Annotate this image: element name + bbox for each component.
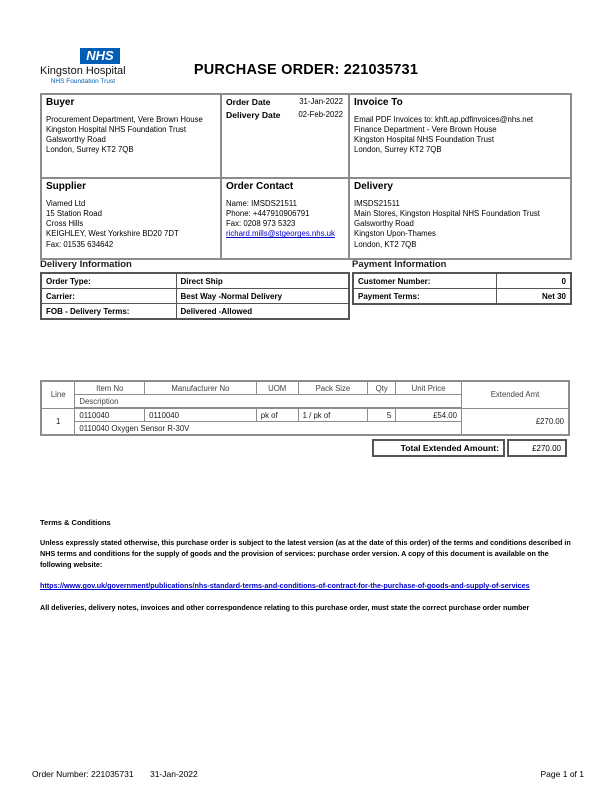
order-contact-label: Order Contact <box>226 181 294 192</box>
col-header-description: Description <box>75 395 462 409</box>
invoice-to-cell <box>350 95 570 179</box>
terms-paragraph-1: Unless expressly stated otherwise, this purchase order is subject to the latest version (as at the date of this order) of the terms and conditions described in NHS terms and conditions for the supply of goods and the provision of services: purchase order version. A copy of this document is available on the following website: <box>40 538 571 569</box>
invoice-to-address <box>354 115 565 156</box>
delivery-date-label: Delivery Date <box>226 110 281 120</box>
address-line: Cross Hills <box>46 219 84 229</box>
address-line: Kingston Upon-Thames <box>354 229 436 239</box>
fob-terms-label: FOB - Delivery Terms: <box>41 304 176 320</box>
address-line: IMSDS21511 <box>354 199 400 208</box>
item-description: 0110040 Oxygen Sensor R-30V <box>75 422 462 436</box>
customer-number-value: 0 <box>496 273 571 289</box>
table-row <box>41 273 349 289</box>
delivery-information-table <box>40 272 350 320</box>
payment-terms-value: Net 30 <box>496 289 571 305</box>
order-type-value: Direct Ship <box>176 273 349 289</box>
supplier-cell <box>42 179 222 258</box>
footer-order-info <box>32 769 212 779</box>
col-header-unit-price: Unit Price <box>396 381 462 395</box>
order-type-label: Order Type: <box>41 273 176 289</box>
line-items-table <box>40 380 570 436</box>
address-line: London, KT2 7QB <box>354 239 417 249</box>
item-extended-amt: £270.00 <box>461 408 569 435</box>
terms-paragraph-2: All deliveries, delivery notes, invoices and other correspondence relating to this purchase order, must state the correct purchase order number <box>40 603 530 613</box>
address-line: Fax: 01535 634642 <box>46 239 114 249</box>
footer-page-number: Page 1 of 1 <box>540 769 584 779</box>
contact-name: Name: IMSDS21511 <box>226 199 297 208</box>
delivery-address <box>354 199 565 250</box>
address-line: London, Surrey KT2 7QB <box>354 145 442 155</box>
payment-information-table <box>352 272 572 305</box>
item-qty: 5 <box>368 408 396 422</box>
total-extended-amount-label: Total Extended Amount: <box>372 439 505 457</box>
buyer-cell <box>42 95 222 179</box>
payment-information-title: Payment Information <box>352 259 447 270</box>
payment-information-section <box>352 259 572 305</box>
item-manufacturer-no: 0110040 <box>145 408 257 422</box>
payment-terms-label: Payment Terms: <box>353 289 496 305</box>
table-row <box>41 408 569 422</box>
total-extended-amount-row <box>372 439 567 457</box>
nhs-logo-icon: NHS <box>80 48 120 64</box>
address-line: London, Surrey KT2 7QB <box>46 145 134 155</box>
item-uom: pk of <box>256 408 298 422</box>
col-header-manufacturer-no: Manufacturer No <box>145 381 257 395</box>
terms-title: Terms & Conditions <box>40 518 111 527</box>
address-line: Finance Department - Vere Brown House <box>354 125 497 135</box>
terms-website-link[interactable]: https://www.gov.uk/government/publications/nhs-standard-terms-and-conditions-of-contract-for-the-purchase-of-goods-and-supply-of-services <box>40 581 530 591</box>
address-line: Kingston Hospital NHS Foundation Trust <box>354 135 494 145</box>
buyer-label: Buyer <box>46 97 75 108</box>
address-line: Email PDF Invoices to: khft.ap.pdfinvoices@nhs.net <box>354 115 534 124</box>
line-items-header-row <box>41 381 569 395</box>
page-footer <box>32 769 584 779</box>
item-unit-price: £54.00 <box>396 408 462 422</box>
address-line: Galsworthy Road <box>46 135 106 145</box>
terms-and-conditions-section <box>40 518 572 614</box>
col-header-qty: Qty <box>368 381 396 395</box>
address-line: Main Stores, Kingston Hospital NHS Foundation Trust <box>354 209 540 219</box>
contact-email-link[interactable]: richard.mills@stgeorges.nhs.uk <box>226 229 335 239</box>
supplier-label: Supplier <box>46 181 87 192</box>
fob-terms-value: Delivered -Allowed <box>176 304 349 320</box>
contact-phone: Phone: +447910906791 <box>226 209 310 219</box>
buyer-address <box>46 115 215 156</box>
dates-cell <box>222 95 350 179</box>
item-pack-size: 1 / pk of <box>298 408 368 422</box>
table-row <box>353 289 571 305</box>
col-header-uom: UOM <box>256 381 298 395</box>
total-extended-amount-value: £270.00 <box>507 439 567 457</box>
col-header-line: Line <box>41 381 75 408</box>
col-header-pack-size: Pack Size <box>298 381 368 395</box>
item-no: 0110040 <box>75 408 145 422</box>
table-row <box>41 289 349 304</box>
address-line: Kingston Hospital NHS Foundation Trust <box>46 125 186 135</box>
delivery-information-section <box>40 259 350 320</box>
page-title: PURCHASE ORDER: 221035731 <box>193 62 419 78</box>
order-contact-cell <box>222 179 350 258</box>
logo-trust-name: NHS Foundation Trust <box>50 78 115 85</box>
address-line: 15 Station Road <box>46 209 102 219</box>
order-date-value: 31-Jan-2022 <box>299 97 343 106</box>
delivery-cell <box>350 179 570 258</box>
address-line: Galsworthy Road <box>354 219 414 229</box>
delivery-label: Delivery <box>354 181 393 192</box>
carrier-label: Carrier: <box>41 289 176 304</box>
footer-order-date: 31-Jan-2022 <box>149 769 198 779</box>
address-line: Procurement Department, Vere Brown House <box>46 115 203 124</box>
order-date-label: Order Date <box>226 97 271 107</box>
delivery-date-row <box>226 110 343 120</box>
supplier-address <box>46 199 215 250</box>
contact-fax: Fax: 0208 973 5323 <box>226 219 296 229</box>
delivery-information-title: Delivery Information <box>40 259 132 270</box>
carrier-value: Best Way -Normal Delivery <box>176 289 349 304</box>
order-info-table <box>40 93 572 260</box>
invoice-to-label: Invoice To <box>354 97 403 108</box>
table-row <box>41 304 349 320</box>
item-line-number: 1 <box>41 408 75 435</box>
footer-order-number: Order Number: 221035731 <box>32 769 134 779</box>
address-line: Viamed Ltd <box>46 199 86 208</box>
table-row <box>353 273 571 289</box>
customer-number-label: Customer Number: <box>353 273 496 289</box>
delivery-date-value: 02-Feb-2022 <box>298 110 343 119</box>
col-header-extended-amt: Extended Amt <box>461 381 569 408</box>
logo-org-name: Kingston Hospital <box>40 65 126 77</box>
order-date-row <box>226 97 343 107</box>
col-header-item-no: Item No <box>75 381 145 395</box>
address-line: KEIGHLEY, West Yorkshire BD20 7DT <box>46 229 179 239</box>
